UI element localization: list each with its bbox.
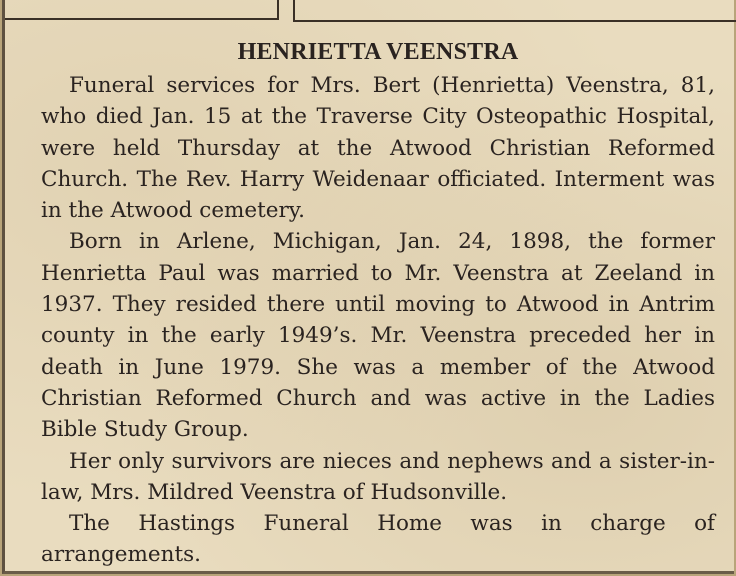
newspaper-clipping — [2, 0, 734, 574]
paragraph-survivors: Her only survivors are nieces and nephews and a sister-in-law, Mrs. Mildred Veenstra of Hudsonville. — [41, 448, 715, 505]
obituary-headline: HENRIETTA VEENSTRA — [237, 39, 519, 65]
paragraph-arrangements: The Hastings Funeral Home was in charge of arrangements. — [41, 511, 715, 568]
column-rule-left — [5, 0, 279, 20]
paragraph-funeral-services: Funeral services for Mrs. Bert (Henrietta) Veenstra, 81, who died Jan. 15 at the Traverse City Osteopathic Hospital, were held Thursday at the Atwood Christian Reformed Church. The Rev. Harry Weidenaar officiated. Interment was in the Atwood cemetery. — [41, 73, 715, 224]
paragraph-biography: Born in Arlene, Michigan, Jan. 24, 1898, the former Henrietta Paul was married to Mr. Veenstra at Zeeland in 1937. They resided there until moving to Atwood in Antrim county in the early 1949’s. Mr. Veenstra preceded her in death in June 1979. She was a member of the Atwood Christian Reformed Church and was active in the Ladies Bible Study Group. — [41, 229, 715, 443]
column-rule-right — [293, 0, 736, 22]
obituary-article — [41, 38, 715, 571]
